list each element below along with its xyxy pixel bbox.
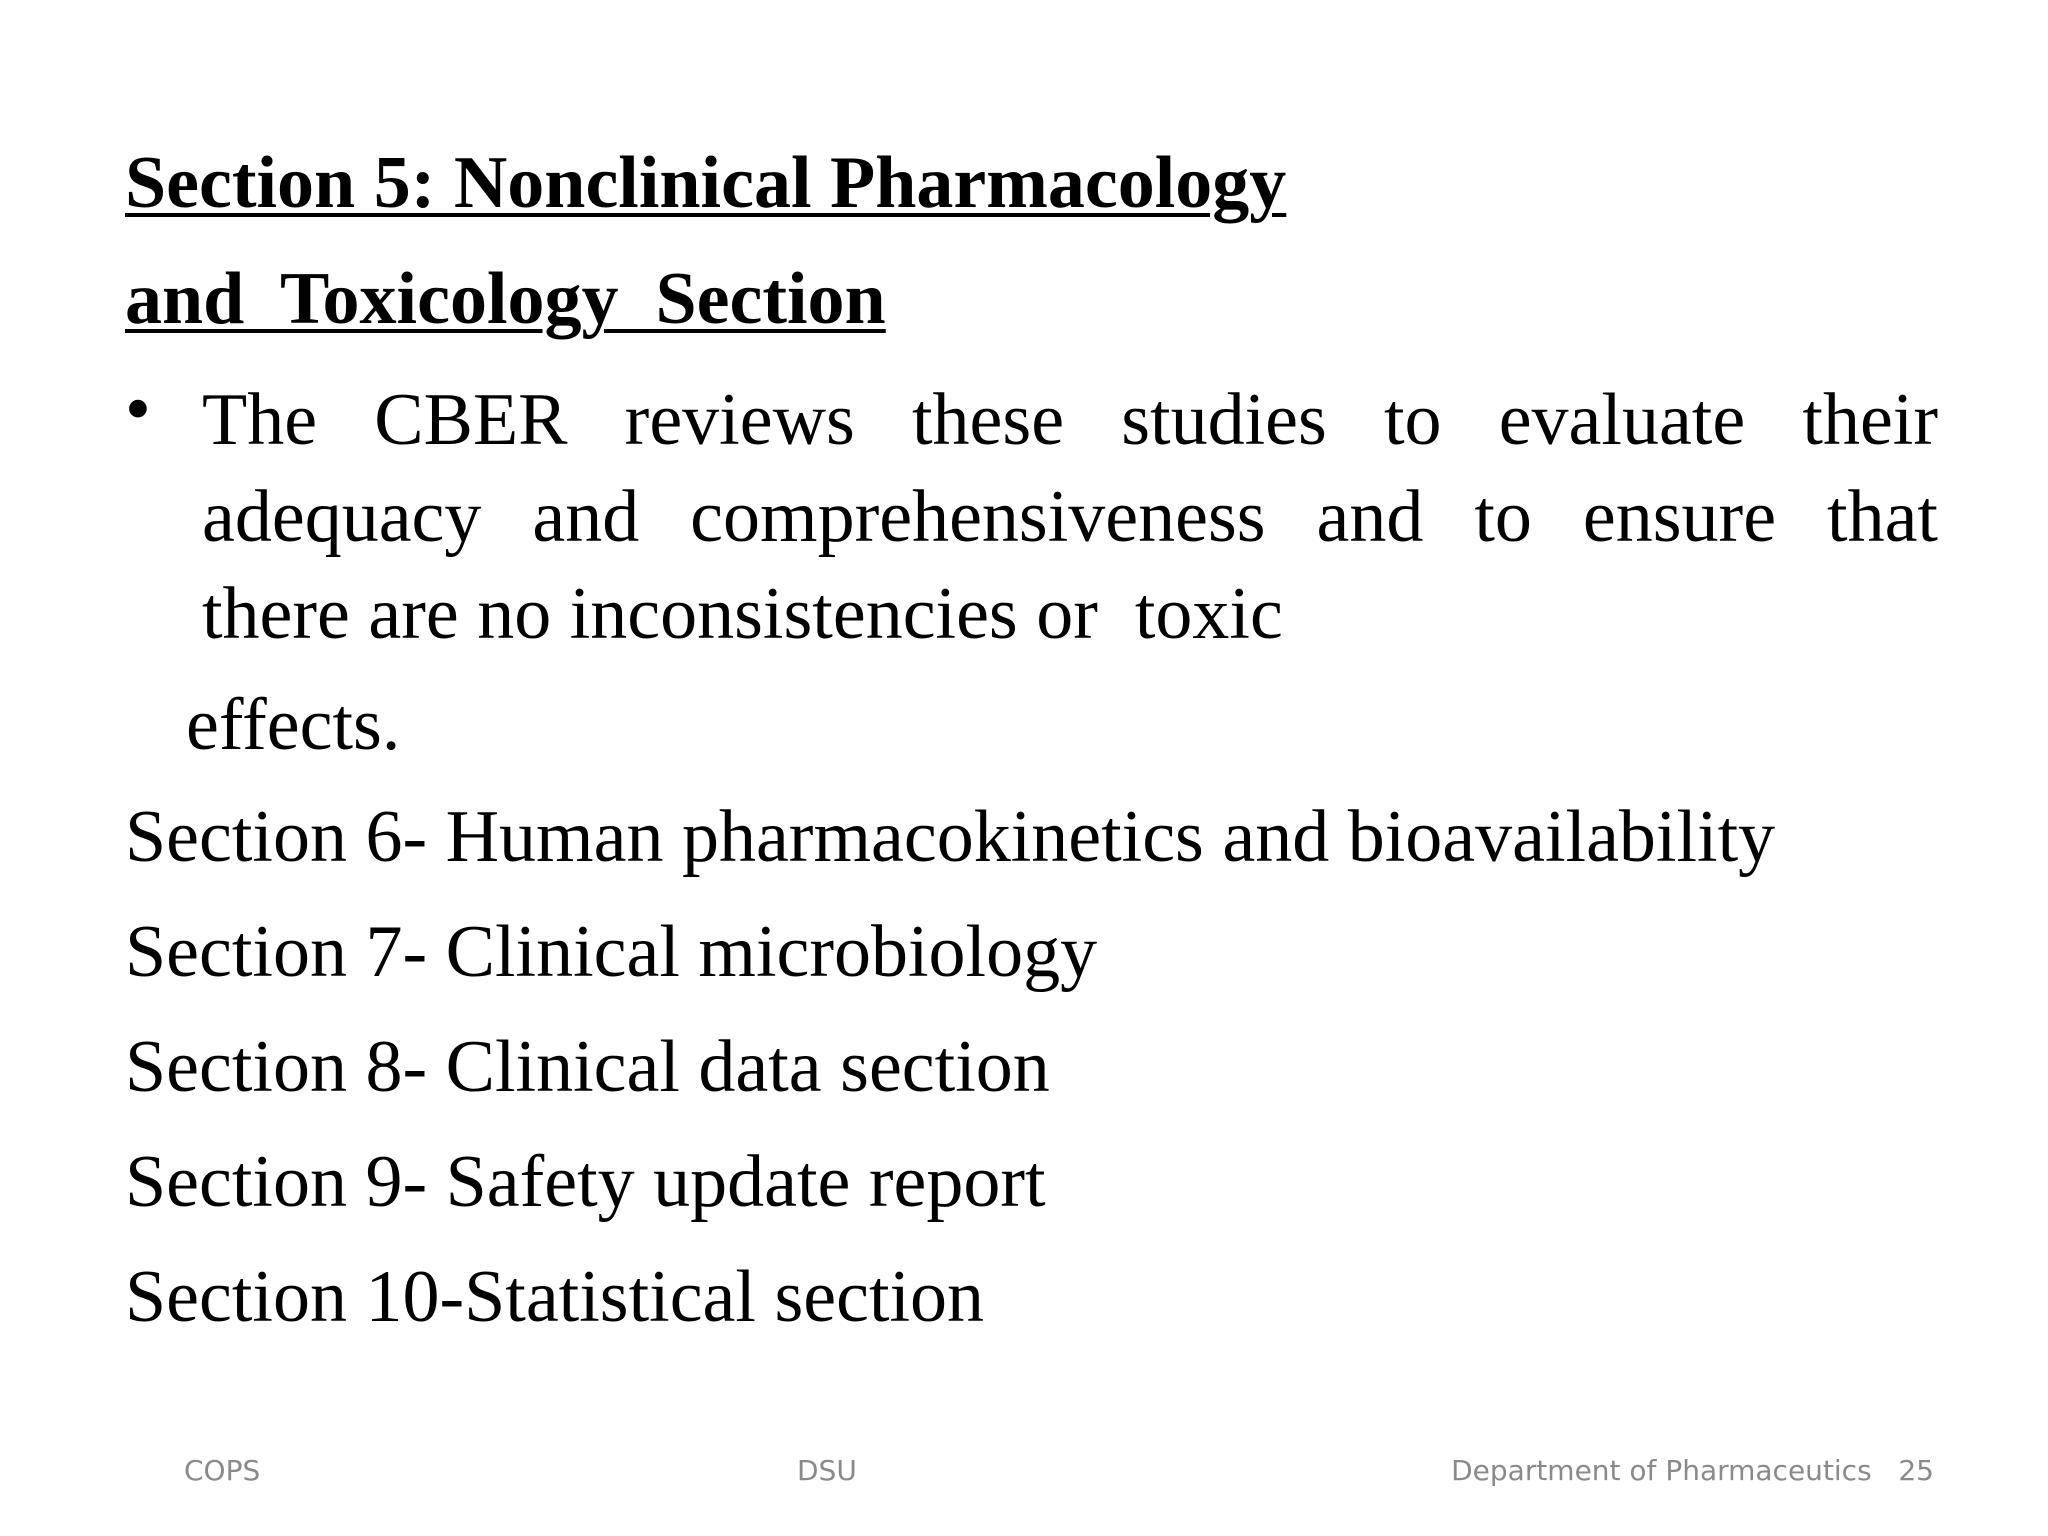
section-9-item: Section 9- Safety update report <box>125 1141 1046 1223</box>
section-6-item: Section 6- Human pharmacokinetics and bioavailability <box>125 796 1776 878</box>
bullet-marker: • <box>125 368 151 450</box>
section-10-item: Section 10-Statistical section <box>125 1256 985 1338</box>
bullet-continuation: effects. <box>186 684 401 766</box>
bullet-paragraph <box>202 372 1938 663</box>
bullet-line-1: The CBER reviews these studies to evaluate their <box>202 379 1938 461</box>
bullet-line-2: adequacy and comprehensiveness and to ensure that <box>202 476 1938 558</box>
section-5-heading-line-2: and Toxicology Section <box>125 258 886 340</box>
section-7-item: Section 7- Clinical microbiology <box>125 911 1098 993</box>
bullet-line-3: there are no inconsistencies or toxic <box>202 573 1283 655</box>
section-5-heading-line-1: Section 5: Nonclinical Pharmacology <box>125 142 1287 224</box>
section-8-item: Section 8- Clinical data section <box>125 1026 1050 1108</box>
footer-center: DSU <box>797 1454 857 1487</box>
footer-right: Department of Pharmaceutics 25 <box>1451 1454 1934 1487</box>
footer-left: COPS <box>184 1454 261 1487</box>
